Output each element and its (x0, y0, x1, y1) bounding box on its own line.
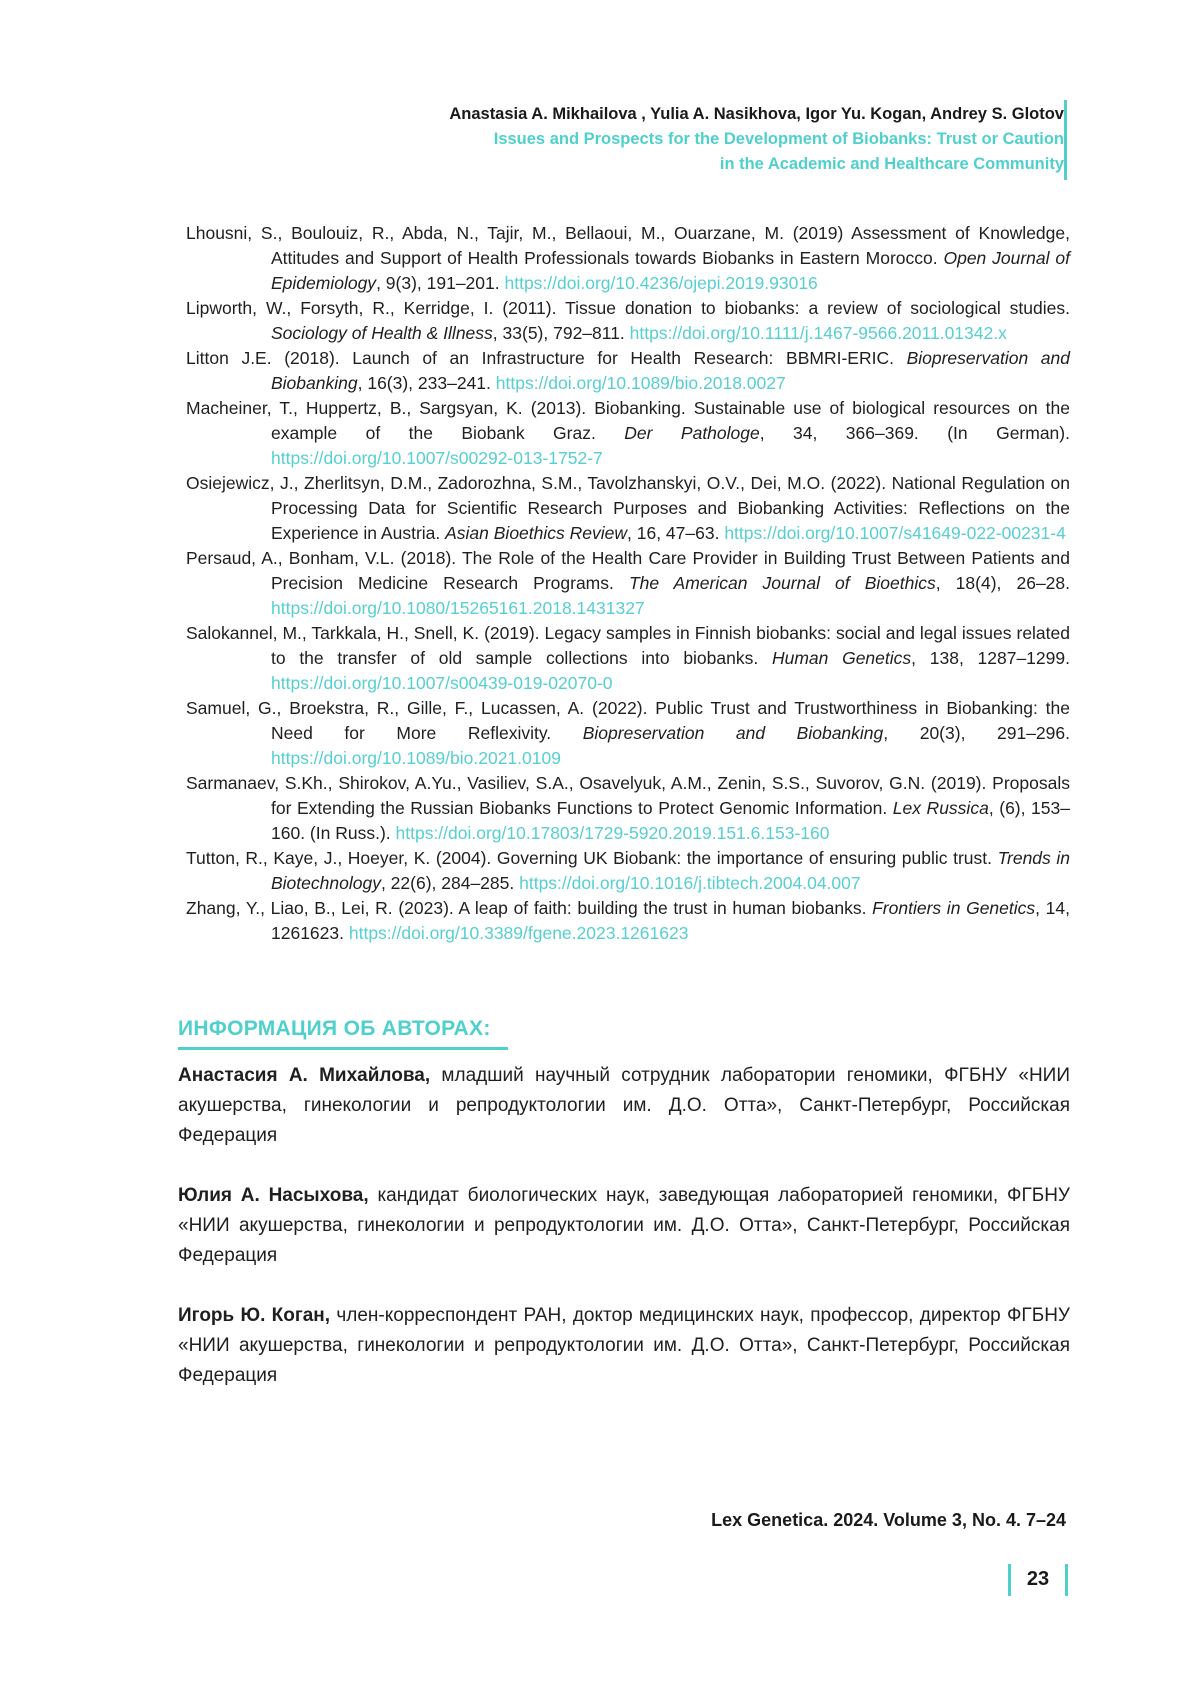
reference-journal: Asian Bioethics Review (445, 523, 628, 543)
author-name: Анастасия А. Михайлова, (178, 1065, 431, 1086)
reference-doi-link[interactable]: https://doi.org/10.1007/s00439-019-02070-0 (271, 673, 613, 693)
author-info-2 (178, 1181, 1070, 1271)
reference-doi-link[interactable]: https://doi.org/10.17803/1729-5920.2019.151.6.153-160 (395, 823, 830, 843)
reference-journal: Biopreservation and Biobanking (582, 723, 884, 743)
reference-doi-link[interactable]: https://doi.org/10.1111/j.1467-9566.2011.01342.x (629, 323, 1007, 343)
page-number-bar-right (1065, 1564, 1068, 1596)
reference-journal: Lex Russica (892, 798, 989, 818)
author-info-1 (178, 1061, 1070, 1151)
reference-journal: Biopreservation and Biobanking (271, 348, 1070, 393)
reference-item: Osiejewicz, J., Zherlitsyn, D.M., Zadorozhna, S.M., Tavolzhanskyi, O.V., Dei, M.O. (2022). National Regulation on Processing Data for Scientific Research Purposes and Biobanking Activities: Reflections on the Experience in Austria. Asian Bioethics Review, 16, 47–63. https://doi.org/10.1007/s41649-022-00231-4 (186, 473, 1070, 543)
reference-doi-link[interactable]: https://doi.org/10.1089/bio.2021.0109 (271, 748, 561, 768)
reference-list (186, 221, 1070, 946)
running-header (164, 102, 1064, 177)
reference-journal: Open Journal of Epidemiology (271, 248, 1070, 293)
reference-journal: The American Journal of Bioethics (628, 573, 936, 593)
reference-doi-link[interactable]: https://doi.org/10.1007/s41649-022-00231-4 (724, 523, 1066, 543)
author-name: Игорь Ю. Коган, (178, 1305, 331, 1326)
reference-doi-link[interactable]: https://doi.org/10.1089/bio.2018.0027 (495, 373, 786, 393)
reference-item: Lhousni, S., Boulouiz, R., Abda, N., Tajir, M., Bellaoui, M., Ouarzane, M. (2019) Assessment of Knowledge, Attitudes and Support of Health Professionals towards Biobanks in Eastern Morocco. Open Journal of Epidemiology, 9(3), 191–201. https://doi.org/10.4236/ojepi.2019.93016 (186, 223, 1070, 293)
reference-doi-link[interactable]: https://doi.org/10.1016/j.tibtech.2004.04.007 (519, 873, 861, 893)
reference-doi-link[interactable]: https://doi.org/10.4236/ojepi.2019.93016 (504, 273, 818, 293)
reference-doi-link[interactable]: https://doi.org/10.3389/fgene.2023.1261623 (348, 923, 689, 943)
reference-doi-link[interactable]: https://doi.org/10.1080/15265161.2018.1431327 (271, 598, 645, 618)
header-authors: Anastasia A. Mikhailova , Yulia A. Nasikhova, Igor Yu. Kogan, Andrey S. Glotov (449, 105, 1064, 123)
reference-item: Sarmanaev, S.Kh., Shirokov, A.Yu., Vasiliev, S.A., Osavelyuk, A.M., Zenin, S.S., Suvorov, G.N. (2019). Proposals for Extending the Russian Biobanks Functions to Protect Genomic Information. Lex Russica, (6), 153–160. (In Russ.). https://doi.org/10.17803/1729-5920.2019.151.6.153-160 (186, 773, 1070, 843)
page-number: 23 (1026, 1568, 1050, 1590)
reference-item: Lipworth, W., Forsyth, R., Kerridge, I. (2011). Tissue donation to biobanks: a review of sociological studies. Sociology of Health & Illness, 33(5), 792–811. https://doi.org/10.1111/j.1467-9566.2011.01342.x (186, 298, 1070, 343)
reference-item: Salokannel, M., Tarkkala, H., Snell, K. (2019). Legacy samples in Finnish biobanks: social and legal issues related to the transfer of old sample collections into biobanks. Human Genetics, 138, 1287–1299. https://doi.org/10.1007/s00439-019-02070-0 (186, 623, 1070, 693)
author-description: член-корреспондент РАН, доктор медицинских наук, профессор, директор ФГБНУ «НИИ акушерства, гинекологии и репродуктологии им. Д.О. Отта», Санкт-Петербург, Российская Федерация (178, 1305, 1070, 1386)
reference-item: Samuel, G., Broekstra, R., Gille, F., Lucassen, A. (2022). Public Trust and Trustworthiness in Biobanking: the Need for More Reflexivity. Biopreservation and Biobanking, 20(3), 291–296. https://doi.org/10.1089/bio.2021.0109 (186, 698, 1070, 768)
reference-journal: Trends in Biotechnology (271, 848, 1071, 893)
author-description: младший научный сотрудник лаборатории геномики, ФГБНУ «НИИ акушерства, гинекологии и репродуктологии им. Д.О. Отта», Санкт-Петербург, Российская Федерация (178, 1065, 1070, 1146)
header-accent-rule (1064, 100, 1067, 180)
author-description: кандидат биологических наук, заведующая лабораторией геномики, ФГБНУ «НИИ акушерства, гинекологии и репродуктологии им. Д.О. Отта», Санкт-Петербург, Российская Федерация (178, 1185, 1070, 1266)
section-title-underline (178, 1047, 508, 1050)
reference-doi-link[interactable]: https://doi.org/10.1007/s00292-013-1752-7 (271, 448, 603, 468)
reference-journal: Frontiers in Genetics (872, 898, 1036, 918)
reference-item: Macheiner, T., Huppertz, B., Sargsyan, K. (2013). Biobanking. Sustainable use of biological resources on the example of the Biobank Graz. Der Pathologe, 34, 366–369. (In German). https://doi.org/10.1007/s00292-013-1752-7 (186, 398, 1070, 468)
reference-journal: Sociology of Health & Illness (271, 323, 493, 343)
reference-item: Tutton, R., Kaye, J., Hoeyer, K. (2004). Governing UK Biobank: the importance of ensuring public trust. Trends in Biotechnology, 22(6), 284–285. https://doi.org/10.1016/j.tibtech.2004.04.007 (186, 848, 1071, 893)
reference-journal: Der Pathologe (624, 423, 760, 443)
reference-journal: Human Genetics (771, 648, 912, 668)
header-title-line-2: in the Academic and Healthcare Community (719, 155, 1064, 173)
reference-item: Zhang, Y., Liao, B., Lei, R. (2023). A leap of faith: building the trust in human biobanks. Frontiers in Genetics, 14, 1261623. https://doi.org/10.3389/fgene.2023.1261623 (186, 898, 1071, 943)
author-name: Юлия А. Насыхова, (178, 1185, 369, 1206)
header-title-line-1: Issues and Prospects for the Development of Biobanks: Trust or Caution (493, 130, 1064, 148)
authors-section-title: ИНФОРМАЦИЯ ОБ АВТОРАХ: (178, 1017, 491, 1040)
author-info-3 (178, 1301, 1070, 1391)
reference-item: Litton J.E. (2018). Launch of an Infrastructure for Health Research: BBMRI-ERIC. Biopreservation and Biobanking, 16(3), 233–241. https://doi.org/10.1089/bio.2018.0027 (186, 348, 1070, 393)
reference-item: Persaud, A., Bonham, V.L. (2018). The Role of the Health Care Provider in Building Trust Between Patients and Precision Medicine Research Programs. The American Journal of Bioethics, 18(4), 26–28. https://doi.org/10.1080/15265161.2018.1431327 (186, 548, 1071, 618)
footer-journal-citation: Lex Genetica. 2024. Volume 3, No. 4. 7–24 (711, 1510, 1066, 1530)
